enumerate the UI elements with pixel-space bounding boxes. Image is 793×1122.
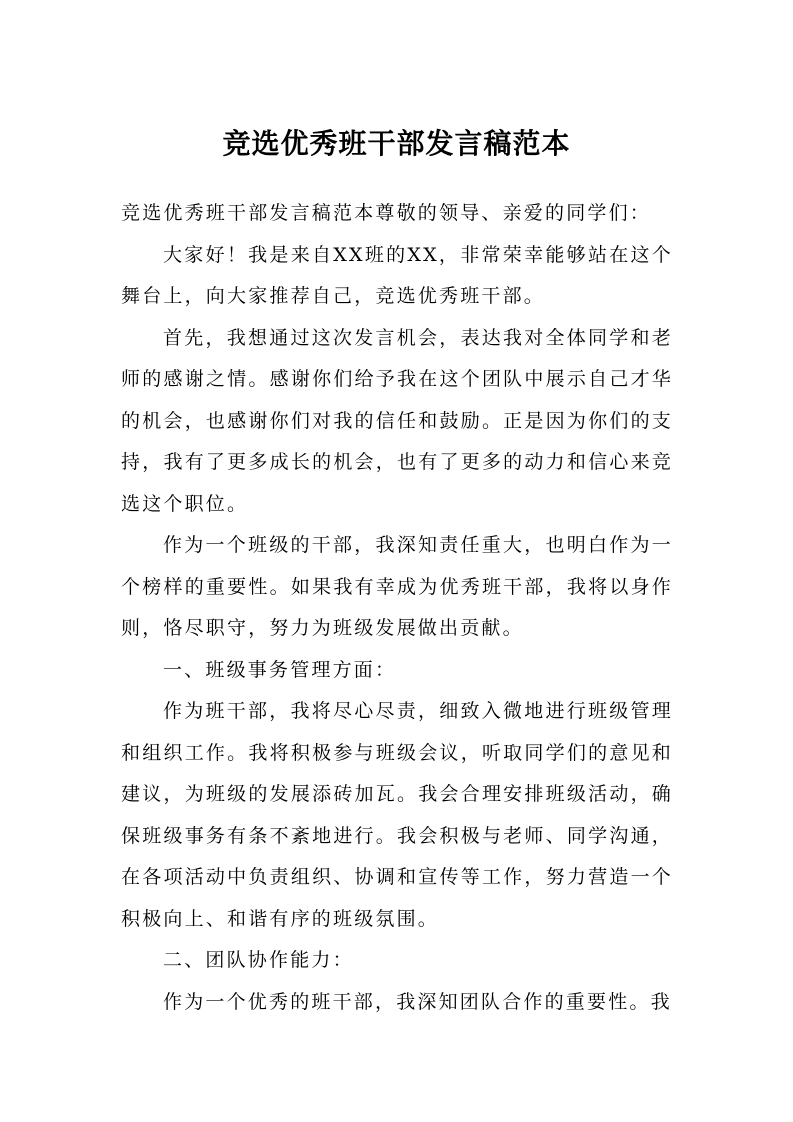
body-paragraph: 首先，我想通过这次发言机会，表达我对全体同学和老师的感谢之情。感谢你们给予我在这个团队中展示自己才华的机会，也感谢你们对我的信任和鼓励。正是因为你们的支持，我有了更多成长的机会，也有了更多的动力和信心来竞选这个职位。 [121,326,673,515]
body-paragraph: 作为一个班级的干部，我深知责任重大，也明白作为一个榜样的重要性。如果我有幸成为优秀班干部，我将以身作则，恪尽职守，努力为班级发展做出贡献。 [121,534,673,639]
document-title: 竞选优秀班干部发言稿范本 [222,127,571,160]
body-paragraph: 竞选优秀班干部发言稿范本尊敬的领导、亲爱的同学们： [121,202,652,224]
document-body [121,193,673,1023]
body-paragraph: 一、班级事务管理方面： [163,658,397,681]
body-paragraph: 二、团队协作能力： [163,949,354,971]
body-paragraph: 大家好！我是来自XX班的XX，非常荣幸能够站在这个舞台上，向大家推荐自己，竞选优秀班干部。 [121,243,673,307]
body-paragraph: 作为班干部，我将尽心尽责，细致入微地进行班级管理和组织工作。我将积极参与班级会议，听取同学们的意见和建议，为班级的发展添砖加瓦。我会合理安排班级活动，确保班级事务有条不紊地进行。我会积极与老师、同学沟通，在各项活动中负责组织、协调和宣传等工作，努力营造一个积极向上、和谐有序的班级氛围。 [121,700,673,930]
body-paragraph: 作为一个优秀的班干部，我深知团队合作的重要性。我 [163,990,672,1013]
